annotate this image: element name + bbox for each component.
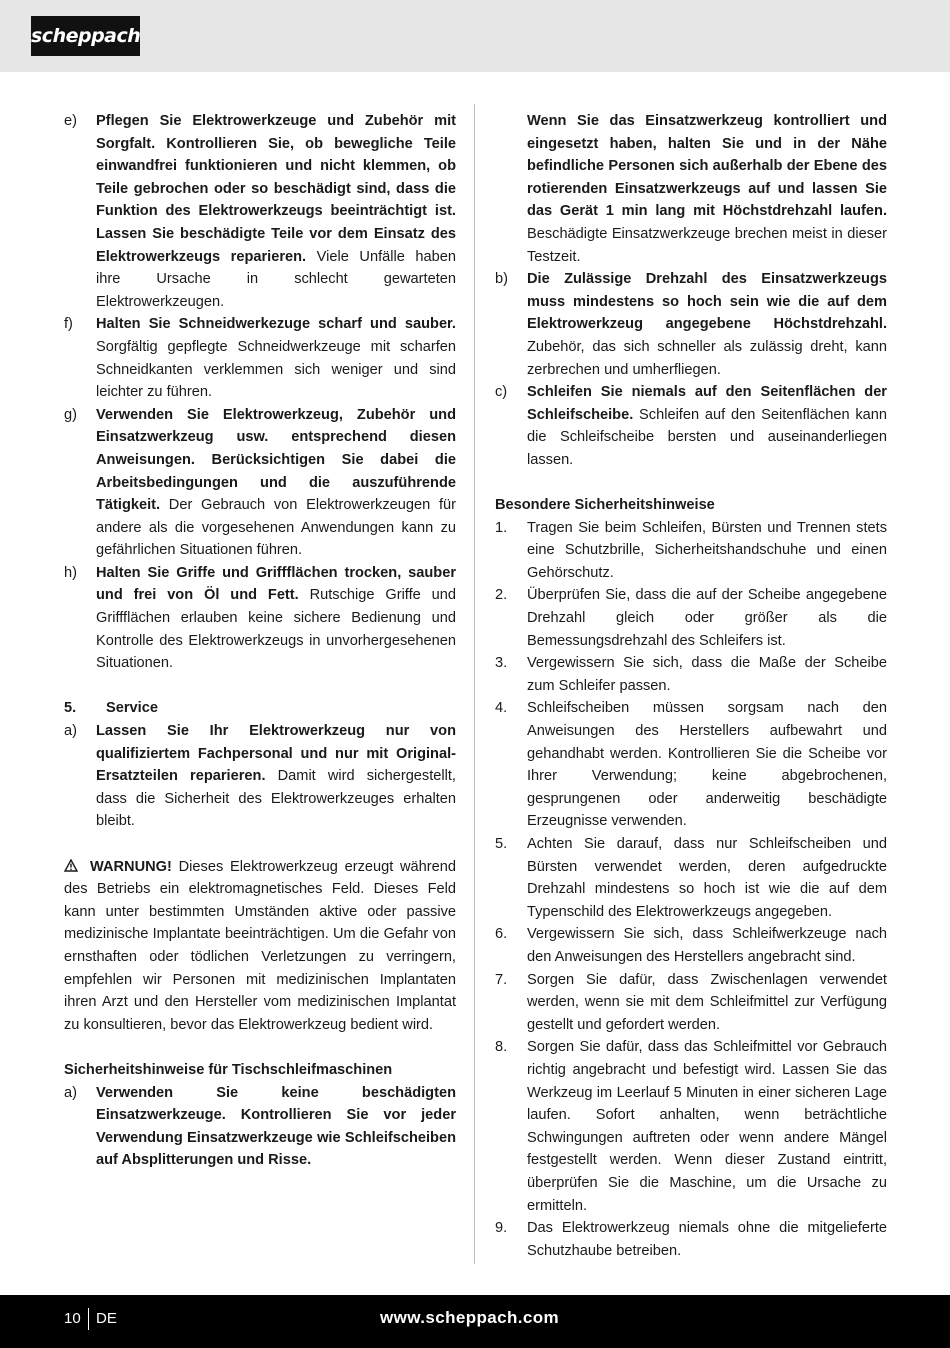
spacer bbox=[64, 675, 456, 698]
item-label: 4. bbox=[495, 700, 508, 717]
item-text: Schleifen Sie niemals auf den Seitenflächen der Schleifscheibe. Schleifen auf den Seitenflächen kann die Schleifscheibe bersten und auseinanderliegen lassen. bbox=[527, 384, 887, 468]
item-label: 3. bbox=[495, 655, 508, 672]
item-text: Wenn Sie das Einsatzwerkzeug kontrolliert und eingesetzt haben, halten Sie und in der Nähe befindliche Personen sich außerhalb der Ebene des rotierenden Einsatzwerkzeugs auf und lassen Sie das Gerät 1 min lang mit Höchstdrehzahl laufen. Beschädigte Einsatzwerkzeuge brechen meist in dieser Testzeit. bbox=[527, 113, 887, 265]
item-text: Halten Sie Schneidwerkezuge scharf und sauber. Sorgfältig gepflegte Schneidwerkzeuge mit scharfen Schneidkanten verklemmen sich weniger und sind leichter zu führen. bbox=[96, 316, 456, 401]
list-item-continuation bbox=[495, 110, 887, 268]
item-label: 2. bbox=[495, 587, 508, 604]
section-number: 5. bbox=[64, 700, 77, 717]
item-text: Achten Sie darauf, dass nur Schleifscheiben und Bürsten verwendet werden, deren aufgedruckte Drehzahl mindestens so hoch ist wie die auf dem Typenschild des Elektrowerkzeugs angegeben. bbox=[527, 836, 887, 920]
item-text: Halten Sie Griffe und Griffflächen trocken, sauber und frei von Öl und Fett. Rutschige Griffe und Griffflächen erlauben keine sichere Bedienung und Kontrolle des Elektrowerkzeugs in unvorhergesehenen Situationen. bbox=[96, 564, 456, 672]
item-label: a) bbox=[64, 723, 77, 740]
item-text: Die Zulässige Drehzahl des Einsatzwerkzeugs muss mindestens so hoch sein wie die auf dem Elektrowerkzeug angegebene Höchstdrehzahl. Zubehör, das sich schneller als zulässig dreht, kann zerbrechen und umherfliegen. bbox=[527, 271, 887, 378]
item-text: Lassen Sie Ihr Elektrowerkzeug nur von qualifiziertem Fachpersonal und nur mit Original-Ersatzteilen reparieren. Damit wird sichergestellt, dass die Sicherheit des Elektrowerkzeuges erhalten bleibt. bbox=[96, 723, 456, 830]
list-item bbox=[64, 1082, 456, 1172]
item-label: c) bbox=[495, 384, 508, 401]
spacer bbox=[495, 472, 887, 495]
warning-label: WARNUNG! bbox=[90, 858, 172, 875]
item-text: Überprüfen Sie, dass die auf der Scheibe angegebene Drehzahl gleich oder größer als die Bemessungsdrehzahl des Schleifers ist. bbox=[527, 587, 887, 649]
list-item bbox=[64, 720, 456, 833]
brand-logo: scheppach bbox=[31, 16, 140, 56]
item-text: Das Elektrowerkzeug niemals ohne die mitgelieferte Schutzhaube betreiben. bbox=[527, 1220, 887, 1259]
item-text: Vergewissern Sie sich, dass die Maße der Scheibe zum Schleifer passen. bbox=[527, 655, 887, 694]
item-text: Sorgen Sie dafür, dass das Schleifmittel vor Gebrauch richtig angebracht und befestigt wird. Lassen Sie das Werkzeug im Leerlauf 5 Minuten in einer sicheren Lage laufen. Sofort anhalten, wenn beträchtliche Schwingungen auftreten oder wenn andere Mängel festgestellt werden. Wenn dieser Zustand eintritt, überprüfen Sie die Maschine, um die Ursache zu ermitteln. bbox=[527, 1039, 887, 1214]
list-item bbox=[495, 381, 887, 471]
left-column bbox=[64, 110, 456, 1172]
footer-separator bbox=[88, 1308, 89, 1330]
list-item bbox=[495, 1036, 887, 1217]
item-text: Sorgen Sie dafür, dass Zwischenlagen verwendet werden, wenn sie mit dem Schleifmittel zur Verfügung gestellt und gefordert werden. bbox=[527, 971, 887, 1033]
item-text: Vergewissern Sie sich, dass Schleifwerkzeuge nach den Anweisungen des Herstellers angebracht sind. bbox=[527, 926, 887, 965]
item-text: Pflegen Sie Elektrowerkzeuge und Zubehör mit Sorgfalt. Kontrollieren Sie, ob bewegliche Teile einwandfrei funktionieren und nicht klemmen, ob Teile gebrochen oder so beschädigt sind, dass die Funktion des Elektrowerkzeugs beeinträchtigt ist. Lassen Sie beschädigte Teile vor dem Einsatz des Elektrowerkzeugs reparieren. Viele Unfälle haben ihre Ursache in schlecht gewarteten Elektrowerkzeugen. bbox=[96, 113, 456, 310]
section-title: Service bbox=[106, 700, 158, 717]
item-label: 9. bbox=[495, 1220, 508, 1237]
list-item bbox=[495, 697, 887, 833]
page-number: 10 bbox=[64, 1310, 81, 1327]
list-item bbox=[495, 584, 887, 652]
item-label: f) bbox=[64, 316, 73, 333]
spacer bbox=[64, 833, 456, 856]
item-label: e) bbox=[64, 113, 77, 129]
item-label: h) bbox=[64, 564, 77, 581]
item-label: 7. bbox=[495, 971, 508, 988]
page-header bbox=[0, 0, 950, 72]
spacer bbox=[64, 1036, 456, 1059]
language-code: DE bbox=[96, 1310, 117, 1327]
list-item bbox=[495, 833, 887, 923]
item-label: b) bbox=[495, 271, 508, 288]
section-heading-grinder: Sicherheitshinweise für Tischschleifmaschinen bbox=[64, 1061, 393, 1078]
right-column bbox=[495, 110, 887, 1262]
page-footer bbox=[0, 1295, 950, 1348]
item-text: Schleifscheiben müssen sorgsam nach den Anweisungen des Herstellers aufbewahrt und gehandhabt werden. Kontrollieren Sie die Scheibe vor Ihrer Verwendung; keine abgebrochenen, gesprungenen oder anderweitig beschädigte Erzeugnisse verwenden. bbox=[527, 700, 887, 830]
section-heading-service bbox=[64, 697, 456, 720]
list-item bbox=[495, 652, 887, 697]
warning-triangle-icon bbox=[64, 859, 78, 872]
list-item bbox=[64, 313, 456, 403]
item-text: Verwenden Sie Elektrowerkzeug, Zubehör und Einsatzwerkzeug usw. entsprechend diesen Anweisungen. Berücksichtigen Sie dabei die Arbeitsbedingungen und die auszuführende Tätigkeit. Der Gebrauch von Elektrowerkzeugen für andere als die vorgesehenen Anwendungen kann zu gefährlichen Situationen führen. bbox=[96, 406, 456, 559]
list-item bbox=[495, 969, 887, 1037]
item-label: 1. bbox=[495, 519, 508, 536]
website-url: www.scheppach.com bbox=[380, 1308, 560, 1327]
section-heading-special: Besondere Sicherheitshinweise bbox=[495, 497, 715, 514]
warning-paragraph bbox=[64, 856, 456, 1037]
list-item bbox=[64, 110, 456, 313]
list-item bbox=[495, 517, 887, 585]
item-label: 6. bbox=[495, 926, 508, 943]
list-item bbox=[495, 923, 887, 968]
list-item bbox=[64, 562, 456, 675]
list-item bbox=[495, 268, 887, 381]
item-text: Verwenden Sie keine beschädigten Einsatzwerkzeuge. Kontrollieren Sie vor jeder Verwendung Einsatzwerkzeuge wie Schleifscheiben auf Absplitterungen und Risse. bbox=[96, 1084, 456, 1169]
warning-text: Dieses Elektrowerkzeug erzeugt während des Betriebs ein elektromagnetisches Feld. Dieses Feld kann unter bestimmten Umständen aktive oder passive medizinische Implantate beeinträchtigen. Um die Gefahr von ernsthaften oder tödlichen Verletzungen zu verringern, empfehlen wir Personen mit medizinischen Implantaten ihren Arzt und den Hersteller vom medizinischen Implantat zu konsultieren, bevor das Elektrowerkzeug bedient wird. bbox=[64, 858, 456, 1033]
item-label: 8. bbox=[495, 1039, 508, 1056]
list-item bbox=[495, 1217, 887, 1262]
list-item bbox=[64, 404, 456, 562]
item-text: Tragen Sie beim Schleifen, Bürsten und Trennen stets eine Schutzbrille, Sicherheitshandschuhe und einen Gehörschutz. bbox=[527, 519, 887, 581]
item-label: a) bbox=[64, 1084, 77, 1101]
column-divider bbox=[474, 104, 475, 1264]
item-label: g) bbox=[64, 406, 77, 423]
item-label: 5. bbox=[495, 836, 508, 852]
